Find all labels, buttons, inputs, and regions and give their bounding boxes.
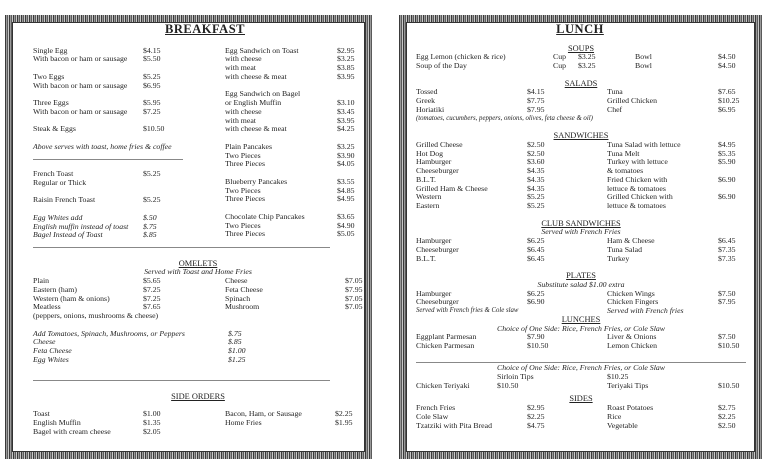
lunch-main-section [416,45,746,351]
menu-item-name: Eastern [416,201,440,210]
menu-item-name: Two Pieces [225,150,261,160]
menu-item-price: $5.25 [143,169,161,178]
menu-row [33,55,183,64]
menu-row [416,150,746,159]
menu-item-price: $4.35 [527,174,545,184]
menu-note: Served with French fries & Cole slaw [416,307,519,314]
menu-note: Feta Cheese [33,346,72,355]
menu-item-price: $10.50 [143,124,165,134]
bowl-label: Bowl [635,61,652,70]
menu-item-price: $7.05 [345,293,363,303]
menu-item-name: Bagel with cream cheese [33,426,111,436]
menu-item-price: $7.50 [718,332,736,342]
menu-row [416,141,746,150]
menu-item-name: Chicken Fingers [607,297,659,307]
addon-price: $.75 [228,328,242,338]
menu-item-name: $10.25 [607,371,629,381]
menu-item-name: Spinach [225,293,251,303]
menu-item-price: $5.25 [143,195,161,205]
cup-price: $3.25 [578,61,596,70]
menu-item-price: $5.25 [527,192,545,202]
menu-item-price: $2.75 [718,403,736,412]
menu-row [225,160,355,169]
menu-item-name: Chicken Parmesan [416,341,475,350]
menu-item-price: $6.25 [527,288,545,298]
menu-row [33,82,183,91]
section-heading-row [416,132,746,141]
menu-item-price: $7.95 [718,297,736,307]
menu-item-price: $2.95 [527,403,545,412]
menu-item-name: Chicken Teriyaki [416,380,470,390]
menu-item-name: B.L.T. [416,174,436,184]
menu-item-name: Hamburger [416,288,452,298]
menu-item-name: Roast Potatoes [607,403,654,412]
menu-item-name: (peppers, onions, mushrooms & cheese) [33,311,159,320]
menu-item-price: $5.25 [527,201,545,210]
menu-item-price: $10.50 [718,341,740,350]
menu-item-name: Plain Pancakes [225,141,272,151]
side-orders-section [33,393,363,437]
menu-item-name: Tuna [607,87,623,97]
menu-item-price: $4.15 [527,87,545,97]
menu-item-price: $3.95 [337,71,355,81]
menu-item-price: $4.35 [527,183,545,193]
menu-item-name: Cheeseburger [416,297,459,307]
menu-item-name: Two Pieces [225,185,261,195]
menu-row [416,62,746,71]
menu-item-price: $10.25 [718,96,740,105]
menu-item-price: $4.15 [143,45,161,55]
divider [33,380,330,381]
menu-item-price: $7.65 [718,87,736,97]
menu-item-price: $6.95 [143,80,161,90]
menu-note: Bagel Instead of Toast [33,230,103,240]
menu-item-price: $1.95 [335,417,353,427]
section-heading: SIDES [569,394,593,404]
menu-row [33,356,363,365]
menu-row [33,268,363,277]
addon-price: $1.25 [228,354,246,364]
menu-item-price: $3.25 [337,141,355,151]
menu-item-price: $7.75 [527,96,545,105]
menu-item-name: Turkey [607,253,630,263]
menu-item-name: with meat [225,63,256,72]
menu-item-price: $.75 [143,221,157,231]
menu-item-name: B.L.T. [416,253,436,263]
menu-row [33,277,363,286]
menu-item-price: $2.05 [143,426,161,436]
menu-item-name: Cheeseburger [416,166,459,175]
menu-row [225,73,355,82]
section-heading: SALADS [564,78,598,88]
menu-item-name: Tossed [416,87,438,97]
menu-item-price: $2.50 [527,139,545,149]
menu-row [416,255,746,264]
menu-item-name: Chef [607,104,623,114]
lunch-lower-section [416,364,746,430]
menu-item-name: Grilled Cheese [416,139,463,149]
menu-item-price: $7.95 [527,104,545,114]
menu-item-name: Feta Cheese [225,284,263,294]
menu-row [416,422,746,431]
menu-item-name: Soup of the Day [416,61,467,70]
menu-row [416,246,746,255]
menu-item-name: Tuna Salad with lettuce [607,139,681,149]
breakfast-toast-list [33,170,183,240]
menu-item-price: $3.65 [337,211,355,221]
divider [33,159,183,160]
section-heading: SOUPS [567,43,595,53]
menu-row [416,290,746,299]
menu-item-name: Tzatziki with Pita Bread [416,420,492,430]
menu-row [416,158,746,167]
bowl-price: $4.50 [718,52,736,62]
menu-item-price: $10.50 [718,380,740,390]
menu-item-name: With bacon or ham or sausage [33,106,128,116]
menu-item-name: Tuna Melt [607,148,640,158]
menu-item-name: Bacon, Ham, or Sausage [225,409,302,418]
menu-item-name: Grilled Chicken [607,96,658,105]
menu-item-price: $3.60 [527,157,545,167]
menu-item-name: lettuce & tomatoes [607,201,666,210]
menu-item-name: Chocolate Chip Pancakes [225,211,305,221]
menu-note: (tomatoes, cucumbers, peppers, onions, olives, feta cheese & oil) [416,114,593,122]
menu-item-price: $2.50 [527,148,545,158]
section-subtitle: Substitute salad $1.00 extra [537,279,625,289]
menu-item-price: $1.35 [143,417,161,427]
menu-row [416,382,746,391]
menu-item-name: Lemon Chicken [607,341,658,350]
menu-item-name: Regular or Thick [33,177,87,187]
menu-item-name: Two Eggs [33,71,65,81]
section-heading-row [416,395,746,404]
menu-note: Above serves with toast, home fries & coffee [33,141,172,151]
menu-row [416,228,746,237]
menu-item-price: $5.25 [143,71,161,81]
section-subtitle: Choice of One Side: Rice, French Fries, or Cole Slaw [497,363,665,372]
menu-item-name: Cole Slaw [416,411,449,421]
menu-item-price: $7.35 [718,253,736,263]
menu-item-name: Cheeseburger [416,244,459,254]
section-heading-row [416,80,746,89]
menu-item-name: Hot Dog [416,148,444,158]
section-heading: SIDE ORDERS [171,391,225,401]
menu-item-price: $2.25 [718,411,736,421]
omelets-section [33,260,363,365]
section-subtitle: Served with French Fries [541,227,621,237]
menu-item-name: Chicken Wings [607,288,655,298]
menu-item-name: Egg Sandwich on Toast [225,45,299,55]
menu-row [33,196,183,205]
menu-item-name: Three Pieces [225,159,266,169]
section-heading: LUNCHES [561,314,601,324]
menu-item-name: Hamburger [416,236,452,245]
menu-item-name: Egg Sandwich on Bagel [225,89,301,99]
menu-item-name: with cheese [225,54,262,64]
menu-item-name: Eggplant Parmesan [416,332,477,342]
section-heading: PLATES [566,271,596,280]
lunch-title: LUNCH [556,22,604,36]
section-heading: SANDWICHES [553,131,609,140]
menu-item-name: Toast [33,409,50,418]
menu-row [416,193,746,202]
menu-item-name: Three Pieces [225,194,266,204]
menu-item-price: $4.95 [718,139,736,149]
menu-item-name: French Toast [33,169,74,178]
menu-row [33,143,183,152]
menu-row [416,167,746,176]
menu-item-price: $2.25 [527,411,545,421]
menu-item-name: English Muffin [33,417,81,427]
section-subtitle: Choice of One Side: Rice, French Fries, or Cole Slaw [497,323,665,333]
menu-item-price: $4.90 [337,220,355,230]
menu-row [416,185,746,194]
menu-row [33,295,363,304]
menu-item-name: & tomatoes [607,166,644,175]
section-heading: CLUB SANDWICHES [541,218,621,228]
menu-item-price: $3.55 [337,176,355,186]
menu-item-price: $5.50 [143,54,161,64]
menu-item-name: Cheese [225,276,248,285]
section-subtitle: Served with Toast and Home Fries [144,267,252,277]
menu-row [416,115,746,124]
menu-item-name: Single Egg [33,45,68,55]
menu-row [416,281,746,290]
menu-item-name: With bacon or ham or sausage [33,54,128,64]
menu-item-price: $2.95 [337,45,355,55]
breakfast-sandwich-pancake-list [225,47,355,240]
menu-row [33,125,183,134]
menu-item-name: Three Eggs [33,98,69,107]
menu-item-price: $10.50 [527,341,549,350]
menu-item-name: Three Pieces [225,229,266,239]
menu-item-price: $2.50 [718,420,736,430]
menu-item-price: $4.95 [337,194,355,204]
menu-item-price: $4.35 [527,166,545,175]
menu-item-name: Vegetable [607,420,638,430]
menu-item-price: $2.25 [335,409,353,418]
menu-item-price: $5.35 [718,148,736,158]
menu-note: Egg Whites add [33,212,83,222]
menu-note: Egg Whites [33,354,69,364]
menu-item-price: $6.95 [718,104,736,114]
menu-row [33,330,363,339]
menu-item-name: Ham & Cheese [607,236,655,245]
menu-item-name: Tuna Salad [607,244,643,254]
menu-row [33,231,183,240]
section-heading: OMELETS [178,258,218,268]
menu-item-price: $5.95 [143,98,161,107]
menu-item-name: Blueberry Pancakes [225,176,288,186]
menu-item-price: $7.05 [345,302,363,312]
menu-item-price: $7.95 [345,284,363,294]
menu-item-name: Grilled Chicken with [607,192,673,202]
menu-item-price: $7.50 [718,288,736,298]
menu-item-name: Eastern (ham) [33,284,77,294]
menu-row [33,347,363,356]
menu-item-price: $4.25 [337,124,355,134]
menu-item-price: $.85 [143,230,157,240]
menu-item-price: $7.65 [143,302,161,312]
menu-item-price: $6.45 [527,253,545,263]
breakfast-title: BREAKFAST [165,22,245,36]
menu-item-price: $4.85 [337,185,355,195]
menu-item-name: Liver & Onions [607,332,657,342]
cup-price: $3.25 [578,52,596,62]
menu-item-price: $5.65 [143,276,161,285]
menu-item-name: Rice [607,411,622,421]
menu-item-name: Western (ham & onions) [33,293,110,303]
breakfast-eggs-list [33,47,183,152]
menu-item-name: with cheese & meat [225,71,287,81]
menu-row [416,298,746,307]
menu-row [33,312,363,321]
menu-item-price: $3.85 [337,63,355,72]
menu-note: Add Tomatoes, Spinach, Mushrooms, or Peppers [33,328,185,338]
cup-label: Cup [553,52,566,62]
menu-item-name: with meat [225,115,256,125]
menu-row [416,202,746,211]
menu-item-name: Two Pieces [225,220,261,230]
menu-note: Served with French fries [607,306,684,315]
menu-row [33,338,363,347]
menu-item-price: $3.10 [337,98,355,107]
menu-row [416,88,746,97]
spacer [33,401,363,410]
menu-item-price: $6.90 [718,192,736,202]
menu-row [416,97,746,106]
menu-row [225,125,355,134]
menu-row [416,342,746,351]
menu-item-price: $10.50 [497,380,519,390]
menu-note: English muffin instead of toast [33,221,129,231]
menu-item-price: $7.05 [345,276,363,285]
menu-item-name: Teriyaki Tips [607,380,649,390]
menu-item-name: Mushroom [225,302,260,312]
menu-item-price: $6.25 [527,236,545,245]
menu-item-price: $7.25 [143,284,161,294]
menu-item-name: with cheese [225,106,262,116]
menu-item-price: $6.45 [718,236,736,245]
menu-item-price: $1.00 [143,409,161,418]
menu-item-name: Sirloin Tips [497,371,534,381]
menu-item-price: $7.25 [143,293,161,303]
menu-item-price: $3.90 [337,150,355,160]
menu-item-price: $7.35 [718,244,736,254]
menu-item-name: Home Fries [225,417,262,427]
menu-row [416,237,746,246]
menu-item-name: Fried Chicken with [607,174,668,184]
menu-item-name: lettuce & tomatoes [607,183,666,193]
menu-row [416,404,746,413]
menu-item-name: Steak & Eggs [33,124,76,134]
addon-price: $.85 [228,337,242,347]
menu-item-name: Western [416,192,442,202]
menu-item-price: $6.90 [718,174,736,184]
menu-row [33,179,183,188]
menu-row [225,195,355,204]
menu-item-name: Hamburger [416,157,452,167]
menu-row [225,230,355,239]
menu-item-name: with cheese & meat [225,124,287,134]
menu-item-name: With bacon or ham or sausage [33,80,128,90]
menu-row [416,364,746,373]
menu-row [33,410,363,419]
menu-item-name: Raisin French Toast [33,195,96,205]
menu-note: Cheese [33,337,56,347]
menu-item-name: Greek [416,96,436,105]
menu-item-name: Turkey with lettuce [607,157,668,167]
menu-item-price: $3.25 [337,54,355,64]
menu-item-price: $5.90 [718,157,736,167]
menu-item-price: $4.05 [337,159,355,169]
menu-item-price: $4.75 [527,420,545,430]
menu-item-name: Plain [33,276,50,285]
menu-item-name: Egg Lemon (chicken & rice) [416,52,506,62]
menu-item-name: French Fries [416,403,456,412]
addon-price: $1.00 [228,346,246,355]
menu-item-price: $.50 [143,212,157,222]
menu-row [416,106,746,115]
menu-item-price: $3.95 [337,115,355,125]
menu-item-name: Grilled Ham & Cheese [416,183,488,193]
menu-item-name: or English Muffin [225,98,282,107]
menu-item-price: $6.90 [527,297,545,307]
menu-row [33,428,363,437]
menu-row [33,108,183,117]
menu-item-price: $3.45 [337,106,355,116]
menu-item-price: $5.05 [337,229,355,239]
bowl-price: $4.50 [718,61,736,70]
divider [33,247,330,248]
menu-item-price: $6.45 [527,244,545,254]
bowl-label: Bowl [635,52,652,62]
section-heading-row [33,393,363,402]
menu-item-price: $7.90 [527,332,545,342]
menu-item-price: $7.25 [143,106,161,116]
menu-item-name: Meatless [33,302,61,312]
cup-label: Cup [553,61,566,70]
menu-item-name: Horiatiki [416,104,445,114]
